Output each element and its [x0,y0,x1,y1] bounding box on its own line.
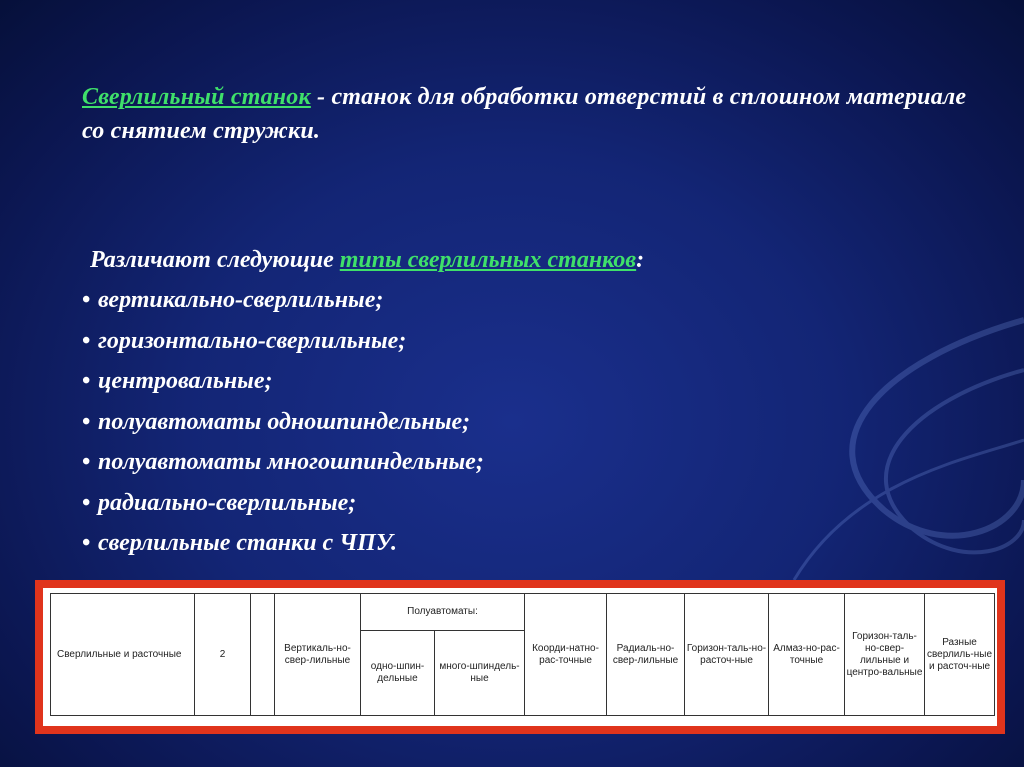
definition-term: Сверлильный станок [82,84,311,110]
table-row [51,594,995,631]
list-item-text: сверлильные станки с ЧПУ. [98,530,398,556]
bullet-icon: • [82,287,91,313]
list-item-text: горизонтально-сверлильные; [98,327,407,354]
list-item [82,280,842,321]
list-item [82,321,842,362]
list-item-text: центровальные; [98,368,273,394]
bullet-icon: • [82,489,91,516]
machine-classification-table [50,593,995,716]
table-frame [35,580,1005,734]
list-item [82,483,842,524]
list-item-text: полуавтоматы многошпиндельные; [98,449,484,475]
list-item [82,402,842,443]
list-item [82,523,842,564]
list-item-text: радиально-сверлильные; [98,489,357,516]
bullet-icon: • [82,408,91,435]
definition-text: - станок для обработки отверстий в сплошном материале со снятием стружки. [82,84,967,144]
types-intro-prefix: Различают следующие [90,247,340,273]
table-cell-empty [251,594,275,716]
definition [82,80,982,148]
table-cell: Горизон-таль-но-свер-лильные и центро-вальные [845,594,925,716]
table-cell-semi-header: Полуавтоматы: [361,594,525,631]
types-intro [90,240,842,280]
bullet-icon: • [82,530,91,556]
table-cell: Коорди-натно-рас-точные [525,594,607,716]
table-sheet [43,588,997,726]
list-item-text: полуавтоматы одношпиндельные; [98,408,471,435]
table-cell: Радиаль-но-свер-лильные [607,594,685,716]
bullet-icon: • [82,368,91,394]
table-cell: одно-шпин-дельные [361,631,435,716]
table-cell: много-шпиндель-ные [435,631,525,716]
types-intro-suffix: : [636,247,645,273]
table-cell-group-name: Сверлильные и расточные [51,594,195,716]
bullet-icon: • [82,327,91,354]
table-cell: Горизон-таль-но-расточ-ные [685,594,769,716]
table-cell: Разные сверлиль-ные и расточ-ные [925,594,995,716]
types-section [82,240,842,564]
types-intro-highlight: типы сверлильных станков [339,247,637,273]
list-item [82,442,842,483]
table-cell-group-number: 2 [195,594,251,716]
list-item-text: вертикально-сверлильные; [98,287,384,313]
list-item [82,361,842,402]
table-cell: Вертикаль-но-свер-лильные [275,594,361,716]
table-cell: Алмаз-но-рас-точные [769,594,845,716]
bullet-icon: • [82,449,91,475]
types-list [82,280,842,564]
